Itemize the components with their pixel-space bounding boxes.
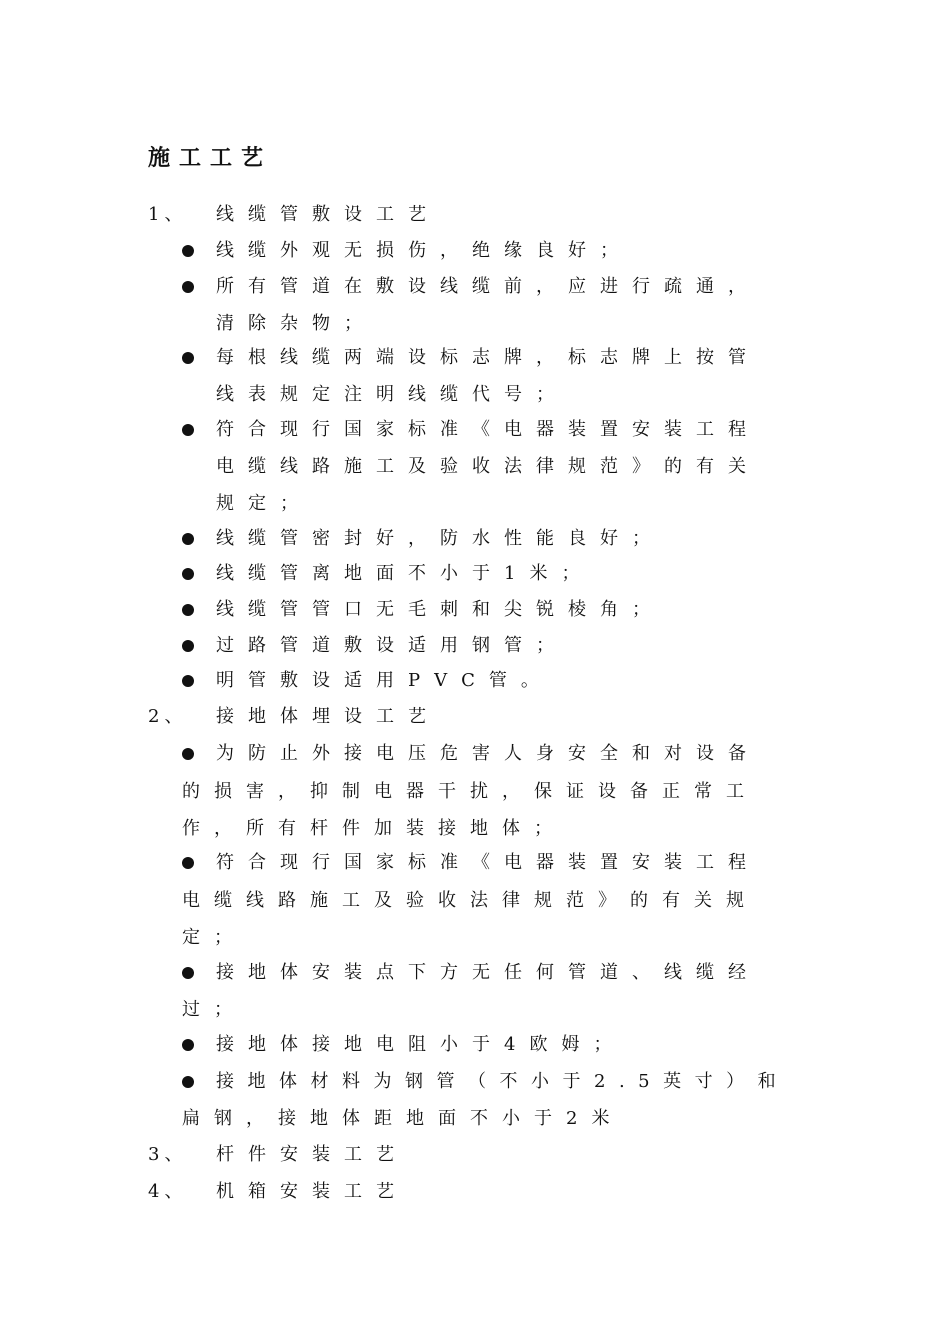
list-item-text: 电缆线路施工及验收法律规范》的有关 — [216, 456, 760, 477]
bullet-icon — [182, 1039, 194, 1051]
section-number: 3、 — [148, 1144, 188, 1165]
section-title: 接地体埋设工艺 — [216, 706, 440, 727]
list-item-text: 符合现行国家标准《电器装置安装工程 — [216, 852, 760, 873]
bullet-icon — [182, 533, 194, 545]
list-item-text: 明管敷设适用PVC管。 — [216, 670, 553, 691]
list-item-text: 接地体材料为钢管（不小于2.5英寸）和 — [216, 1071, 790, 1092]
list-item-text: 线缆管密封好，防水性能良好； — [216, 528, 664, 549]
bullet-icon — [182, 967, 194, 979]
bullet-icon — [182, 424, 194, 436]
page-title: 施工工艺 — [148, 145, 273, 171]
bullet-icon — [182, 1076, 194, 1088]
list-item-text: 过； — [182, 999, 246, 1020]
bullet-icon — [182, 281, 194, 293]
bullet-icon — [182, 352, 194, 364]
list-item-text: 作，所有杆件加装接地体； — [182, 818, 566, 839]
list-item-text: 清除杂物； — [216, 313, 376, 334]
list-item-text: 的损害，抑制电器干扰，保证设备正常工 — [182, 781, 758, 802]
list-item-text: 为防止外接电压危害人身安全和对设备 — [216, 743, 760, 764]
bullet-icon — [182, 748, 194, 760]
list-item-text: 过路管道敷设适用钢管； — [216, 635, 568, 656]
list-item-text: 扁钢，接地体距地面不小于2米 — [182, 1108, 624, 1129]
list-item-text: 线缆管离地面不小于1米； — [216, 563, 594, 584]
bullet-icon — [182, 568, 194, 580]
section-title: 线缆管敷设工艺 — [216, 204, 440, 225]
list-item-text: 线缆外观无损伤，绝缘良好； — [216, 240, 632, 261]
list-item-text: 电缆线路施工及验收法律规范》的有关规 — [182, 890, 758, 911]
list-item-text: 每根线缆两端设标志牌，标志牌上按管 — [216, 347, 760, 368]
list-item-text: 接地体安装点下方无任何管道、线缆经 — [216, 962, 760, 983]
list-item-text: 线缆管管口无毛刺和尖锐棱角； — [216, 599, 664, 620]
list-item-text: 符合现行国家标准《电器装置安装工程 — [216, 419, 760, 440]
bullet-icon — [182, 675, 194, 687]
section-number: 4、 — [148, 1181, 188, 1202]
section-number: 2、 — [148, 706, 188, 727]
list-item-text: 所有管道在敷设线缆前，应进行疏通， — [216, 276, 760, 297]
bullet-icon — [182, 604, 194, 616]
section-title: 杆件安装工艺 — [216, 1144, 408, 1165]
section-title: 机箱安装工艺 — [216, 1181, 408, 1202]
section-number: 1、 — [148, 204, 188, 225]
bullet-icon — [182, 640, 194, 652]
bullet-icon — [182, 857, 194, 869]
list-item-text: 定； — [182, 927, 246, 948]
list-item-text: 线表规定注明线缆代号； — [216, 384, 568, 405]
list-item-text: 接地体接地电阻小于4欧姆； — [216, 1034, 626, 1055]
bullet-icon — [182, 245, 194, 257]
list-item-text: 规定； — [216, 493, 312, 514]
